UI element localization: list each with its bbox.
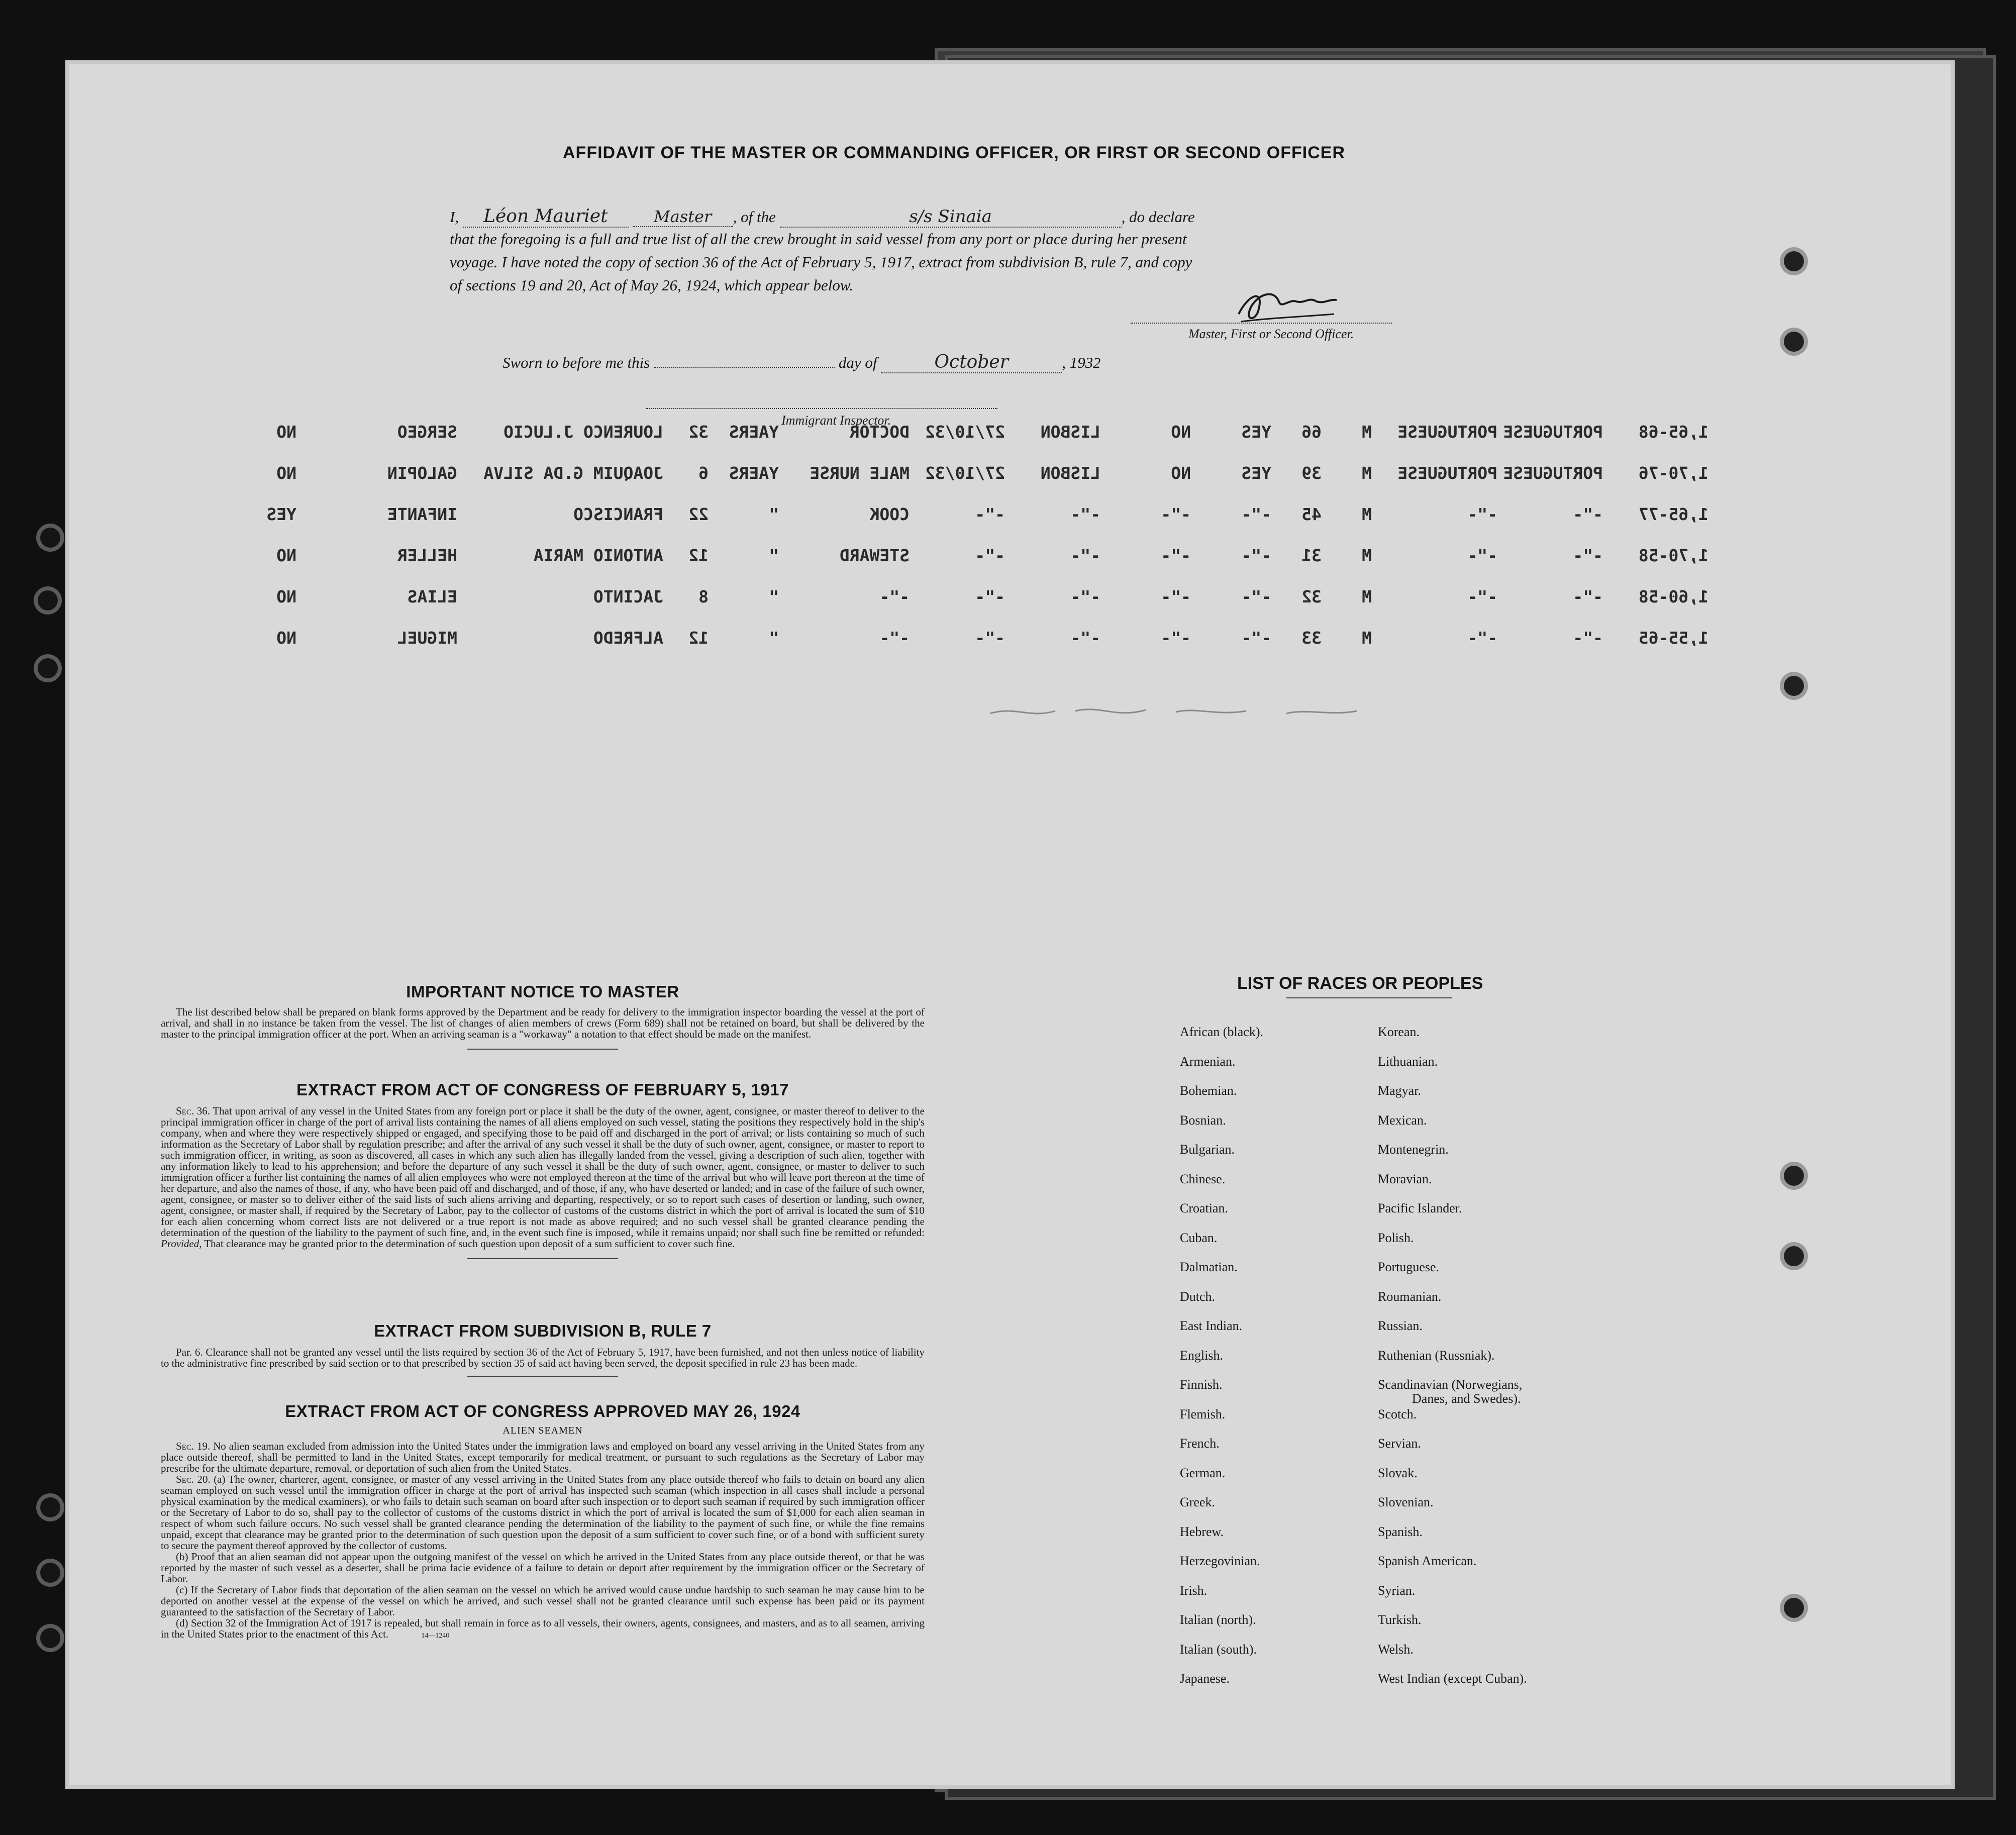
race-item: English. xyxy=(1180,1348,1223,1363)
crew-cell-position: MIGUEL xyxy=(397,628,457,648)
sec20a-text: (a) The owner, charterer, agent, consignee, or master of any vessel arriving in the United States from any place outside thereof who fails to detain on board any alien seaman employed on such vessel until the immigration officer in charge at the port of arrival has inspected such seaman (which inspection in all cases shall include a personal physical examination by the medical examiners), or who fails to detain such seaman on board after such inspection or to deport such seaman if required by such immigration officer or the Secretary of Labor to do so, shall pay to the collector of customs of the customs district in which the port of arrival is located the sum of $1,000 for each alien seaman in respect of whom such failure occurs. No such vessel shall be granted clearance pending the determination of the liability to the payment of such fine, or while the fine remains unpaid, except that clearance may be granted prior to the determination of such question upon the deposit of a sum sufficient to cover such fine, or of a bond with sufficient surety to secure the payment thereof approved by the collector of customs. xyxy=(161,1473,925,1552)
crew-cell-rating: COOK xyxy=(869,504,910,524)
crew-cell-col-b: YES xyxy=(1241,422,1271,442)
crew-cell-sex: M xyxy=(1362,422,1372,442)
crew-cell-name: LOURENCO J.LUCIO xyxy=(503,422,663,442)
crew-cell-name: ANTONIO MARIA xyxy=(533,546,663,565)
binder-hole xyxy=(38,658,58,678)
affidavit-line-4: of sections 19 and 20, Act of May 26, 1924, which appear below. xyxy=(450,276,854,294)
form-code: 14—1240 xyxy=(421,1632,450,1640)
divider xyxy=(467,1049,618,1050)
crew-cell-name: JOAQUIM G.DA SILVA xyxy=(483,463,663,483)
race-item: Dalmatian. xyxy=(1180,1260,1238,1274)
crew-cell-rating: -"- xyxy=(879,587,910,606)
crew-cell-col-b: -"- xyxy=(1241,628,1271,648)
race-item: Italian (north). xyxy=(1180,1612,1256,1627)
crew-cell-nat1: -"- xyxy=(1467,504,1497,524)
crew-cell-ht: 1,60-58 xyxy=(1638,587,1708,606)
race-item: Spanish American. xyxy=(1378,1554,1477,1568)
crew-cell-experience: " xyxy=(769,504,779,524)
sec20d-text: (d) Section 32 of the Immigration Act of 1917 is repealed, but shall remain in force as to all vessels, their owners, agents, consignees, and masters, and as to all seamen, arriving in the United States prior to the enactment of this Act. xyxy=(161,1617,925,1640)
crew-cell-nat2: -"- xyxy=(1573,504,1603,524)
crew-cell-port: -"- xyxy=(1070,504,1100,524)
races-list-title: LIST OF RACES OR PEOPLES xyxy=(1237,974,1483,993)
sworn-line xyxy=(502,352,1100,373)
affidavit-declaration-line xyxy=(450,206,1195,228)
crew-cell-port: -"- xyxy=(1070,587,1100,606)
crew-cell-name: FRANCISCO xyxy=(573,504,663,524)
crew-cell-discharge: NO xyxy=(276,422,296,442)
crew-cell-rating: -"- xyxy=(879,628,910,648)
crew-cell-nat2: -"- xyxy=(1573,587,1603,606)
crew-cell-discharge: YES xyxy=(266,504,296,524)
race-item: Korean. xyxy=(1378,1025,1420,1039)
crew-cell-ht: 1,65-68 xyxy=(1638,422,1708,442)
binder-hole xyxy=(1784,1166,1804,1186)
crew-cell-ht: 1,70-76 xyxy=(1638,463,1708,483)
extract-1917-title: EXTRACT FROM ACT OF CONGRESS OF FEBRUARY 5, 1917 xyxy=(296,1080,789,1099)
provided-word: Provided, xyxy=(161,1238,202,1250)
race-item: East Indian. xyxy=(1180,1318,1243,1333)
race-item: Syrian. xyxy=(1378,1583,1416,1598)
affidavit-declare: , do declare xyxy=(1121,208,1195,226)
binder-hole xyxy=(40,1563,60,1583)
inspector-caption: Immigrant Inspector. xyxy=(781,413,891,428)
extract-1917-body xyxy=(161,1105,925,1249)
crew-cell-date: -"- xyxy=(975,504,1005,524)
crew-cell-ht: 1,55-65 xyxy=(1638,628,1708,648)
crew-cell-wt: 33 xyxy=(1301,628,1322,648)
race-item: Cuban. xyxy=(1180,1230,1218,1245)
race-item: Servian. xyxy=(1378,1436,1421,1451)
crew-cell-rating: MALE NURSE xyxy=(810,463,910,483)
binder-hole xyxy=(1784,1598,1804,1618)
race-item: Moravian. xyxy=(1378,1171,1432,1186)
crew-cell-nat2: -"- xyxy=(1573,546,1603,565)
crew-cell-experience: YAERS xyxy=(729,463,779,483)
crew-cell-col-a: -"- xyxy=(1161,587,1191,606)
extract-rule7-title: EXTRACT FROM SUBDIVISION B, RULE 7 xyxy=(374,1321,712,1340)
crew-cell-position: SERGEO xyxy=(397,422,457,442)
race-item: Bosnian. xyxy=(1180,1112,1226,1128)
crew-cell-col-a: -"- xyxy=(1161,546,1191,565)
race-item: Flemish. xyxy=(1180,1406,1226,1421)
crew-cell-age: 12 xyxy=(688,628,709,648)
crew-cell-wt: 45 xyxy=(1301,504,1322,524)
crew-cell-wt: 31 xyxy=(1301,546,1322,565)
crew-cell-age: 22 xyxy=(688,504,709,524)
affidavit-prefix: I, xyxy=(450,208,459,226)
crew-cell-wt: 32 xyxy=(1301,587,1322,606)
notice-body: The list described below shall be prepared on blank forms approved by the Department and be ready for delivery to the immigration inspector boarding the vessel at the port of arrival, and shall in no instance be taken from the vessel. The list of changes of alien members of crews (Form 689) shall not be retained on board, but shall be delivered by the master to the principal immigration officer at the port. When an arriving seaman is a "workaway" a notation to that effect should be made on the manifest. xyxy=(161,1006,925,1040)
race-item: Pacific Islander. xyxy=(1378,1201,1462,1215)
crew-cell-col-a: NO xyxy=(1171,422,1191,442)
race-item: Armenian. xyxy=(1180,1054,1236,1069)
sec19-label: Sec. 19. xyxy=(176,1440,211,1452)
crew-cell-port: LISBON xyxy=(1040,422,1100,442)
sec20a-body xyxy=(161,1474,925,1551)
race-item: Slovak. xyxy=(1378,1465,1418,1480)
sec20-label: Sec. 20. xyxy=(176,1473,211,1485)
extract-1924 xyxy=(161,1402,925,1642)
affidavit-line-3: voyage. I have noted the copy of section 36 of the Act of February 5, 1917, extract from subdivision B, rule 7, and copy xyxy=(450,253,1192,271)
faint-handwriting xyxy=(985,696,1538,726)
crew-cell-date: 27/10/32 xyxy=(925,422,1005,442)
crew-cell-sex: M xyxy=(1362,587,1372,606)
sec20b-body: (b) Proof that an alien seaman did not appear upon the outgoing manifest of the vessel on which he arrived in the United States from any place outside thereof, or that he was reported by the master of such vessel as a deserter, shall be prima facie evidence of a failure to detain or deport after requirement by the immigration officer or the Secretary of Labor. xyxy=(161,1551,925,1585)
extract-rule7 xyxy=(161,1321,925,1377)
race-item: Croatian. xyxy=(1180,1201,1229,1215)
race-item: Scandinavian (Norwegians, xyxy=(1378,1377,1523,1392)
crew-cell-date: -"- xyxy=(975,587,1005,606)
master-name-field: Léon Mauriet xyxy=(463,206,629,228)
master-rank-field: Master xyxy=(633,207,733,227)
affidavit-title: AFFIDAVIT OF THE MASTER OR COMMANDING OFFICER, OR FIRST OR SECOND OFFICER xyxy=(563,143,1345,162)
binder-hole xyxy=(1784,251,1804,271)
sec36-text: That upon arrival of any vessel in the United States from any foreign port or place it shall be the duty of the owner, agent, consignee, or master thereof to deliver to the principal immigration officer in charge of the port of arrival lists containing the names of all aliens employed on such vessel, stating the positions they respectively hold in the ship's company, when and where they were respectively shipped or engaged, and specifying those to be paid off and discharged in the port of arrival; or lists containing so much of such information as the Secretary of Labor shall by regulation prescribe; and after the arrival of any such vessel it shall be the duty of such owner, agent, consignee, or master to report to such immigration officer, in writing, as soon as discovered, all cases in which any such alien has illegally landed from the vessel, giving a description of such alien, together with any information likely to lead to his apprehension; and before the departure of any such vessel it shall be the duty of such owner, agent, consignee, or master to deliver to such immigration officer a further list containing the names of all alien employees who were not employed thereon at the time of the arrival but who will leave port thereon at the time of her departure, and also the names of those, if any, who have been paid off and discharged, and of those, if any, who have deserted or landed; and in case of the failure of such owner, agent, consignee, or master so to deliver either of the said lists of such aliens arriving and departing, respectively, or so to report such cases of desertion or landing, such owner, agent, consignee, or master shall, if required by the Secretary of Labor, pay to the collector of customs of the customs district in which the port of arrival is located the sum of $10 for each alien concerning whom correct lists are not delivered or a true report is not made as above required; and no such vessel shall be granted clearance pending the determination of the question of the liability to the payment of such fine, and, in the event such fine is imposed, while it remains unpaid; nor shall such fine be remitted or refunded: xyxy=(161,1105,925,1239)
crew-cell-date: 27/10/32 xyxy=(925,463,1005,483)
crew-cell-age: 8 xyxy=(698,587,709,606)
race-item: Magyar. xyxy=(1378,1083,1421,1098)
race-item: Bohemian. xyxy=(1180,1083,1237,1098)
sec36-text-end: That clearance may be granted prior to the determination of such question upon deposit of a sum sufficient to cover such fine. xyxy=(204,1238,735,1250)
crew-cell-discharge: NO xyxy=(276,463,296,483)
divider xyxy=(467,1376,618,1377)
crew-cell-nat2: PORTUGUESE xyxy=(1503,463,1603,483)
crew-cell-date: -"- xyxy=(975,546,1005,565)
crew-cell-sex: M xyxy=(1362,504,1372,524)
crew-cell-discharge: NO xyxy=(276,546,296,565)
sec20c-body: (c) If the Secretary of Labor finds that deportation of the alien seaman on the vessel on which he arrived would cause undue hardship to such seaman he may cause him to be deported on another vessel at the expense of the vessel on which he arrived, and such vessel shall not be granted clearance until such expense has been paid or its payment guaranteed to the satisfaction of the Secretary of Labor. xyxy=(161,1584,925,1618)
race-item: Bulgarian. xyxy=(1180,1142,1235,1157)
crew-cell-sex: M xyxy=(1362,463,1372,483)
crew-cell-port: -"- xyxy=(1070,546,1100,565)
crew-cell-nat2: -"- xyxy=(1573,628,1603,648)
sworn-prefix: Sworn to before me this xyxy=(502,354,650,371)
crew-cell-rating: STEWARD xyxy=(839,546,910,565)
crew-cell-position: INFANTE xyxy=(387,504,457,524)
race-item: Lithuanian. xyxy=(1378,1054,1438,1069)
race-item: Chinese. xyxy=(1180,1171,1226,1186)
sworn-year-prefix: , 193 xyxy=(1062,354,1093,371)
vessel-name-field: s/s Sinaia xyxy=(780,207,1122,228)
binder-hole xyxy=(40,528,60,548)
crew-cell-age: 32 xyxy=(688,422,709,442)
sworn-day-field xyxy=(654,353,835,368)
race-item: Ruthenian (Russniak). xyxy=(1378,1348,1495,1363)
race-item: Finnish. xyxy=(1180,1377,1223,1392)
races-title-rule xyxy=(1286,997,1452,998)
race-item: Portuguese. xyxy=(1378,1260,1440,1274)
crew-cell-experience: " xyxy=(769,628,779,648)
alien-seamen-subtitle: ALIEN SEAMEN xyxy=(502,1425,583,1436)
race-item: Montenegrin. xyxy=(1378,1142,1449,1157)
crew-cell-date: -"- xyxy=(975,628,1005,648)
crew-cell-nat1: PORTUGUESE xyxy=(1397,422,1497,442)
race-item: German. xyxy=(1180,1465,1226,1480)
crew-cell-sex: M xyxy=(1362,546,1372,565)
binder-hole xyxy=(1784,332,1804,352)
race-item: Dutch. xyxy=(1180,1289,1216,1304)
race-item: Italian (south). xyxy=(1180,1642,1257,1657)
race-item: African (black). xyxy=(1180,1025,1264,1039)
binder-hole xyxy=(40,1628,60,1648)
race-item: Welsh. xyxy=(1378,1642,1414,1657)
master-signature xyxy=(1229,274,1344,329)
important-notice xyxy=(161,982,925,1050)
crew-cell-col-a: -"- xyxy=(1161,628,1191,648)
signature-caption: Master, First or Second Officer. xyxy=(1188,327,1354,341)
crew-cell-nat2: PORTUGUESE xyxy=(1503,422,1603,442)
extract-1924-title: EXTRACT FROM ACT OF CONGRESS APPROVED MAY 26, 1924 xyxy=(285,1402,800,1420)
crew-cell-nat1: -"- xyxy=(1467,628,1497,648)
sec19-body xyxy=(161,1441,925,1474)
divider xyxy=(467,1258,618,1259)
crew-cell-name: JACINTO xyxy=(593,587,663,606)
notice-title: IMPORTANT NOTICE TO MASTER xyxy=(406,982,679,1001)
race-item: Turkish. xyxy=(1378,1612,1422,1627)
race-item: Herzegovinian. xyxy=(1180,1554,1260,1568)
sworn-day-label: day of xyxy=(838,354,877,371)
crew-cell-position: ELIAS xyxy=(407,587,457,606)
race-item: Mexican. xyxy=(1378,1112,1427,1128)
crew-cell-port: -"- xyxy=(1070,628,1100,648)
crew-cell-age: 12 xyxy=(688,546,709,565)
sec19-text: No alien seaman excluded from admission into the United States under the immigration laws and employed on board any vessel arriving in the United States from any place outside thereof, shall be permitted to land in the United States, except temporarily for medical treatment, or pursuant to such regulations as the Secretary of Labor may prescribe for the ultimate departure, removal, or deportation of such alien from the United States. xyxy=(161,1440,925,1474)
crew-cell-wt: 39 xyxy=(1301,463,1322,483)
crew-cell-port: LISBON xyxy=(1040,463,1100,483)
crew-cell-age: 6 xyxy=(698,463,709,483)
crew-cell-rating: DOCTOR xyxy=(849,422,910,442)
binder-hole xyxy=(38,590,58,610)
sworn-year-digit: 2 xyxy=(1093,355,1101,371)
crew-cell-experience: YAERS xyxy=(729,422,779,442)
race-item: Greek. xyxy=(1180,1495,1216,1509)
sworn-month-field: October xyxy=(881,352,1062,373)
crew-cell-nat1: -"- xyxy=(1467,546,1497,565)
extract-rule7-body: Par. 6. Clearance shall not be granted any vessel until the lists required by section 36 of the Act of February 5, 1917, have been furnished, and not then unless notice of liability to the administrative fine prescribed by said section or to that prescribed by section 35 of said act having been served, the deposit specified in rule 23 has been made. xyxy=(161,1346,925,1369)
binder-hole xyxy=(1784,1246,1804,1266)
binder-hole xyxy=(1784,676,1804,696)
sec36-label: Sec. 36. xyxy=(176,1105,211,1117)
crew-cell-col-a: NO xyxy=(1171,463,1191,483)
affidavit-of-the: , of the xyxy=(733,208,776,226)
race-item: Russian. xyxy=(1378,1318,1423,1333)
crew-cell-nat1: PORTUGUESE xyxy=(1397,463,1497,483)
crew-list-bleedthrough xyxy=(266,422,1708,663)
crew-cell-col-a: -"- xyxy=(1161,504,1191,524)
race-item: Roumanian. xyxy=(1378,1289,1442,1304)
crew-cell-nat1: -"- xyxy=(1467,587,1497,606)
race-item: Spanish. xyxy=(1378,1524,1423,1539)
race-item: Polish. xyxy=(1378,1230,1414,1245)
race-item: Hebrew. xyxy=(1180,1524,1224,1539)
crew-cell-ht: 1,70-58 xyxy=(1638,546,1708,565)
race-item: Danes, and Swedes). xyxy=(1412,1391,1521,1406)
inspector-signature-line xyxy=(646,408,997,409)
race-item: West Indian (except Cuban). xyxy=(1378,1671,1527,1686)
binder-hole xyxy=(40,1497,60,1517)
crew-cell-experience: " xyxy=(769,546,779,565)
crew-cell-sex: M xyxy=(1362,628,1372,648)
crew-cell-position: GALOPIN xyxy=(387,463,457,483)
crew-cell-ht: 1,65-77 xyxy=(1638,504,1708,524)
crew-cell-col-b: -"- xyxy=(1241,587,1271,606)
signature-line xyxy=(1131,323,1392,324)
crew-cell-experience: " xyxy=(769,587,779,606)
crew-cell-wt: 66 xyxy=(1301,422,1322,442)
crew-cell-name: ALFREDO xyxy=(593,628,663,648)
crew-cell-discharge: NO xyxy=(276,628,296,648)
crew-cell-col-b: -"- xyxy=(1241,504,1271,524)
race-item: Scotch. xyxy=(1378,1406,1417,1421)
affidavit-line-2: that the foregoing is a full and true list of all the crew brought in said vessel from any port or place during her present xyxy=(450,230,1187,248)
race-item: Japanese. xyxy=(1180,1671,1230,1686)
extract-1917 xyxy=(161,1080,925,1259)
crew-cell-position: HELLER xyxy=(397,546,457,565)
race-item: French. xyxy=(1180,1436,1220,1451)
sec20d-body xyxy=(161,1617,925,1642)
crew-cell-col-b: YES xyxy=(1241,463,1271,483)
crew-cell-discharge: NO xyxy=(276,587,296,606)
race-item: Irish. xyxy=(1180,1583,1207,1598)
crew-cell-col-b: -"- xyxy=(1241,546,1271,565)
race-item: Slovenian. xyxy=(1378,1495,1434,1509)
